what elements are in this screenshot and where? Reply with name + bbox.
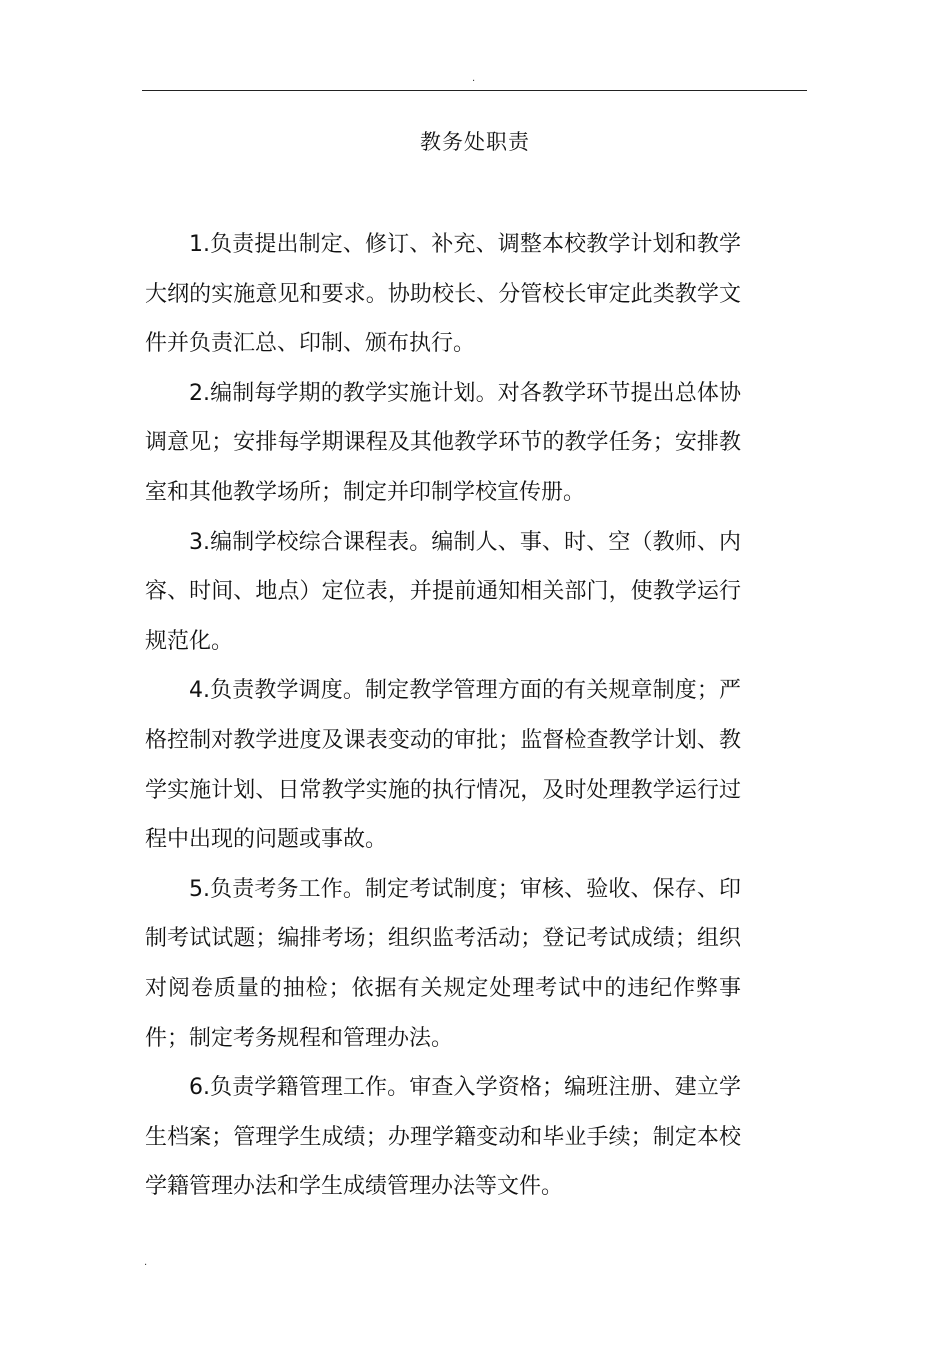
- paragraph-2: 2.编制每学期的教学实施计划。对各教学环节提出总体协调意见；安排每学期课程及其他教学环节的教学任务；安排教室和其他教学场所；制定并印制学校宣传册。: [145, 380, 741, 505]
- header-rule: [142, 90, 807, 91]
- footer-mark: .: [144, 1257, 148, 1268]
- paragraph-1: 1.负责提出制定、修订、补充、调整本校教学计划和教学大纲的实施意见和要求。协助校长、分管校长审定此类教学文件并负责汇总、印制、颁布执行。: [145, 232, 741, 357]
- header-mark: .: [472, 73, 476, 84]
- paragraph-6: 6.负责学籍管理工作。审查入学资格；编班注册、建立学生档案；管理学生成绩；办理学籍变动和毕业手续；制定本校学籍管理办法和学生成绩管理办法等文件。: [145, 1075, 741, 1200]
- paragraph-3: 3.编制学校综合课程表。编制人、事、时、空（教师、内容、时间、地点）定位表，并提前通知相关部门，使教学运行规范化。: [145, 529, 741, 654]
- paragraph-4: 4.负责教学调度。制定教学管理方面的有关规章制度；严格控制对教学进度及课表变动的审批；监督检查教学计划、教学实施计划、日常教学实施的执行情况，及时处理教学运行过程中出现的问题或事故。: [145, 678, 741, 853]
- document-body: [145, 220, 741, 1212]
- paragraph-5: 5.负责考务工作。制定考试制度；审核、验收、保存、印制考试试题；编排考场；组织监考活动；登记考试成绩；组织对阅卷质量的抽检；依据有关规定处理考试中的违纪作弊事件；制定考务规程和管理办法。: [145, 876, 741, 1051]
- document-title: 教务处职责: [420, 130, 530, 154]
